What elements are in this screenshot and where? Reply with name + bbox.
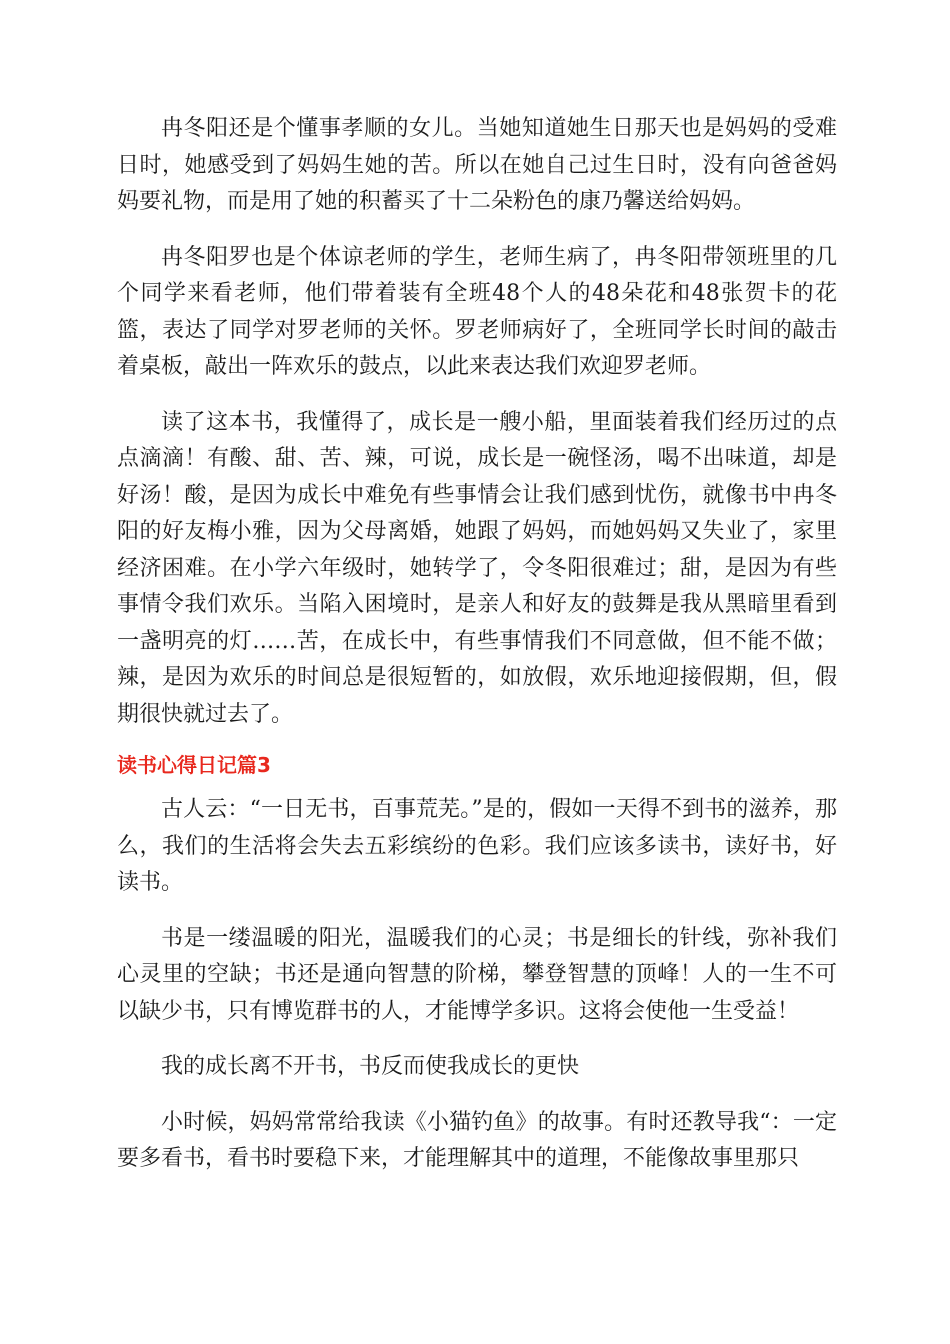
paragraph-ancient-saying: 古人云：“一日无书，百事荒芜。”是的，假如一天得不到书的滋养，那么，我们的生活将会失去五彩缤纷的色彩。我们应该多读书，读好书，好读书。: [117, 797, 837, 895]
paragraph-childhood-story: 小时候，妈妈常常给我读《小猫钓鱼》的故事。有时还教导我“：一定要多看书，看书时要稳下来，才能理解其中的道理，不能像故事里那只: [117, 1109, 837, 1171]
document-body: [117, 111, 837, 1197]
paragraph-growth-with-books: 我的成长离不开书，书反而使我成长的更快: [161, 1054, 580, 1079]
section-heading: 读书心得日记篇3: [117, 753, 271, 777]
paragraph-filial-daughter: 冉冬阳还是个懂事孝顺的女儿。当她知道她生日那天也是妈妈的受难日时，她感受到了妈妈生她的苦。所以在她自己过生日时，没有向爸爸妈妈要礼物，而是用了她的积蓄买了十二朵粉色的康乃馨送给妈妈。: [117, 116, 837, 214]
paragraph-caring-student: 冉冬阳罗也是个体谅老师的学生，老师生病了，冉冬阳带领班里的几个同学来看老师，他们带着装有全班48个人的48朵花和48张贺卡的花篮，表达了同学对罗老师的关怀。罗老师病好了，全班同学长时间的敲击着桌板，敲出一阵欢乐的鼓点，以此来表达我们欢迎罗老师。: [117, 244, 837, 379]
paragraph-book-metaphor: 书是一缕温暖的阳光，温暖我们的心灵；书是细长的针线，弥补我们心灵里的空缺；书还是通向智慧的阶梯，攀登智慧的顶峰！人的一生不可以缺少书，只有博览群书的人，才能博学多识。这将会使他一生受益！: [117, 925, 837, 1024]
paragraph-growth-reflection: 读了这本书，我懂得了，成长是一艘小船，里面装着我们经历过的点点滴滴！有酸、甜、苦、辣，可说，成长是一碗怪汤，喝不出味道，却是好汤！酸，是因为成长中难免有些事情会让我们感到忧伤，就像书中冉冬阳的好友梅小雅，因为父母离婚，她跟了妈妈，而她妈妈又失业了，家里经济困难。在小学六年级时，她转学了，令冬阳很难过；甜，是因为有些事情令我们欢乐。当陷入困境时，是亲人和好友的鼓舞是我从黑暗里看到一盏明亮的灯……苦，在成长中，有些事情我们不同意做，但不能不做；辣，是因为欢乐的时间总是很短暂的，如放假，欢乐地迎接假期，但，假期很快就过去了。: [117, 409, 837, 727]
